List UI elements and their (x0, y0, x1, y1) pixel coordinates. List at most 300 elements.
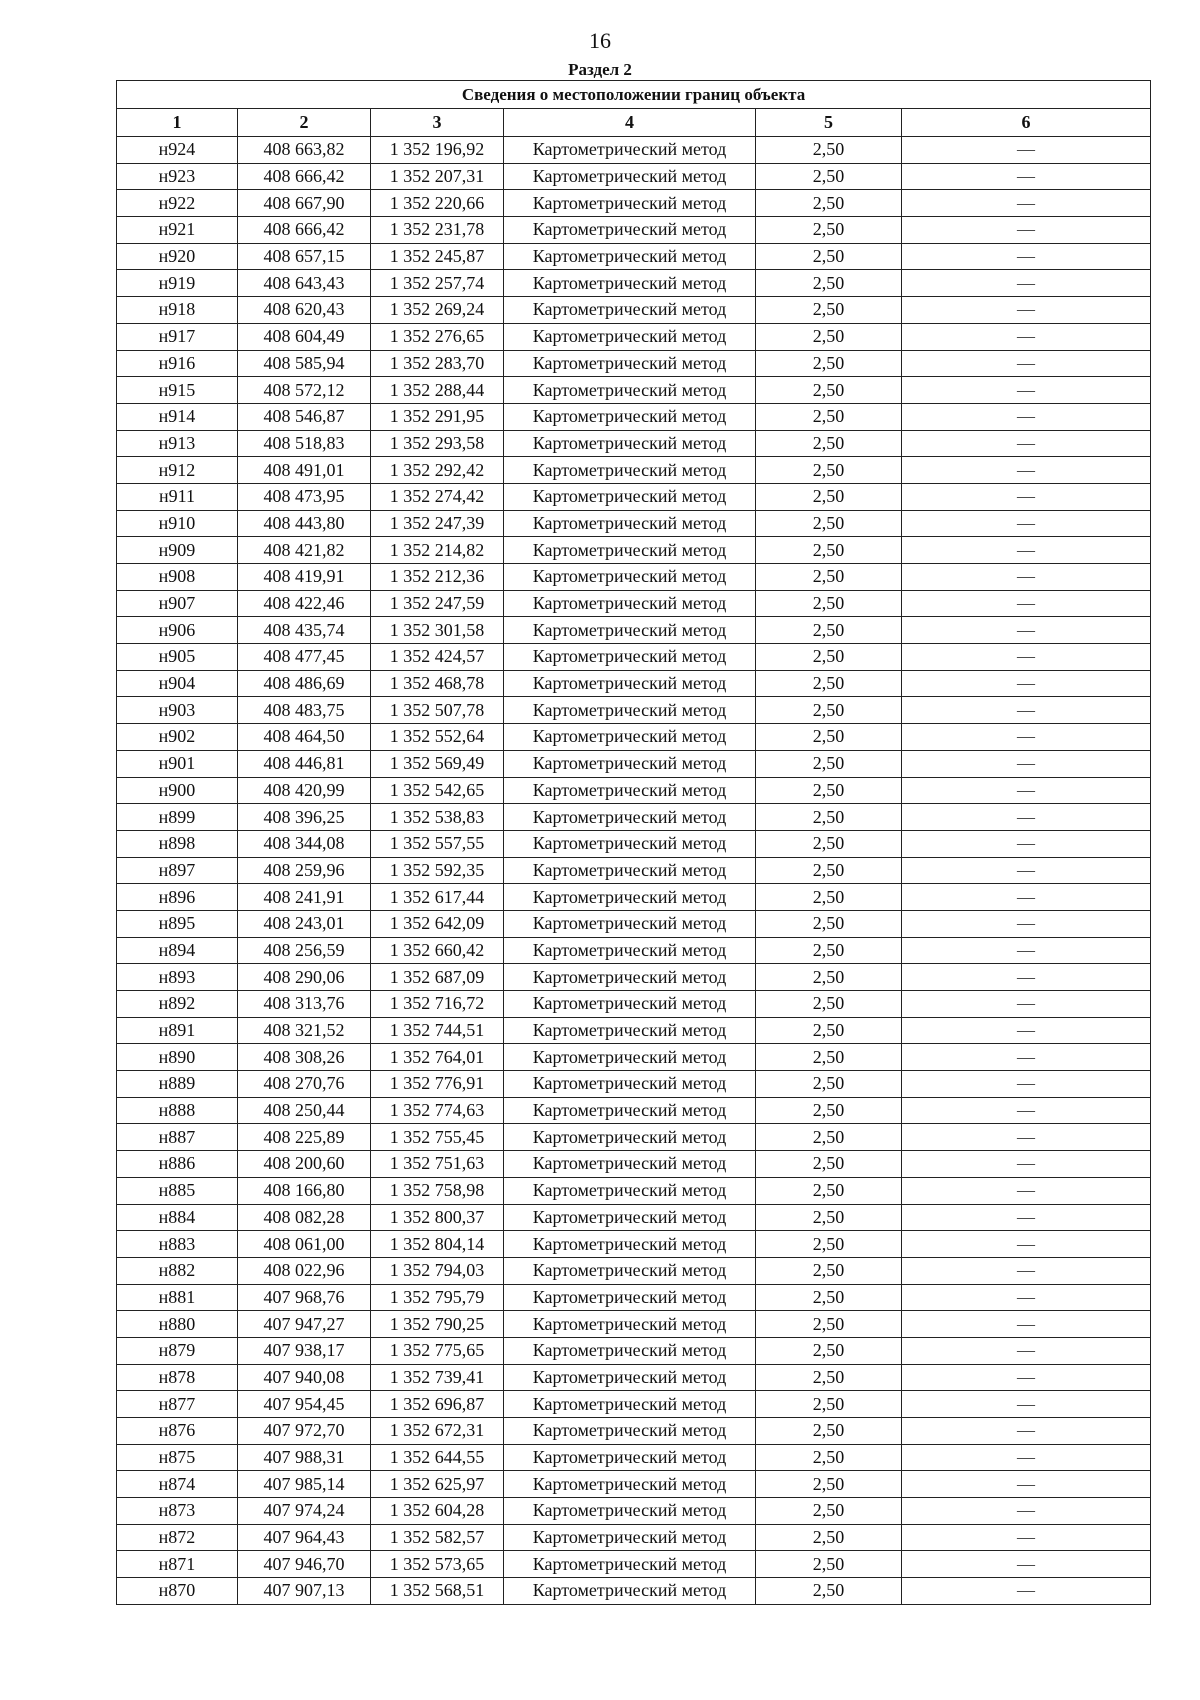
y-coordinate-cell: 1 352 604,28 (371, 1498, 504, 1525)
method-cell: Картометрический метод (504, 724, 756, 751)
accuracy-cell: 2,50 (756, 1177, 902, 1204)
y-coordinate-cell: 1 352 552,64 (371, 724, 504, 751)
method-cell: Картометрический метод (504, 297, 756, 324)
point-name-cell: н885 (117, 1177, 238, 1204)
description-cell: — (902, 483, 1151, 510)
x-coordinate-cell: 407 940,08 (238, 1364, 371, 1391)
accuracy-cell: 2,50 (756, 697, 902, 724)
x-coordinate-cell: 408 663,82 (238, 137, 371, 164)
description-cell: — (902, 1151, 1151, 1178)
y-coordinate-cell: 1 352 468,78 (371, 670, 504, 697)
point-name-cell: н870 (117, 1578, 238, 1605)
point-name-cell: н922 (117, 190, 238, 217)
table-row (117, 777, 1151, 804)
description-cell: — (902, 857, 1151, 884)
y-coordinate-cell: 1 352 557,55 (371, 830, 504, 857)
method-cell: Картометрический метод (504, 617, 756, 644)
x-coordinate-cell: 408 420,99 (238, 777, 371, 804)
table-row (117, 1498, 1151, 1525)
method-cell: Картометрический метод (504, 1391, 756, 1418)
accuracy-cell: 2,50 (756, 750, 902, 777)
y-coordinate-cell: 1 352 568,51 (371, 1578, 504, 1605)
table-row (117, 1017, 1151, 1044)
table-row (117, 1471, 1151, 1498)
point-name-cell: н875 (117, 1444, 238, 1471)
x-coordinate-cell: 408 313,76 (238, 991, 371, 1018)
x-coordinate-cell: 408 572,12 (238, 377, 371, 404)
table-row (117, 857, 1151, 884)
description-cell: — (902, 1231, 1151, 1258)
point-name-cell: н879 (117, 1337, 238, 1364)
table-row (117, 697, 1151, 724)
table-row (117, 750, 1151, 777)
point-name-cell: н881 (117, 1284, 238, 1311)
y-coordinate-cell: 1 352 507,78 (371, 697, 504, 724)
description-cell: — (902, 537, 1151, 564)
accuracy-cell: 2,50 (756, 457, 902, 484)
description-cell: — (902, 1578, 1151, 1605)
y-coordinate-cell: 1 352 625,97 (371, 1471, 504, 1498)
description-cell: — (902, 590, 1151, 617)
table-row (117, 163, 1151, 190)
y-coordinate-cell: 1 352 776,91 (371, 1071, 504, 1098)
table-row (117, 270, 1151, 297)
method-cell: Картометрический метод (504, 1097, 756, 1124)
method-cell: Картометрический метод (504, 350, 756, 377)
description-cell: — (902, 884, 1151, 911)
method-cell: Картометрический метод (504, 163, 756, 190)
accuracy-cell: 2,50 (756, 217, 902, 244)
y-coordinate-cell: 1 352 642,09 (371, 910, 504, 937)
method-cell: Картометрический метод (504, 910, 756, 937)
method-cell: Картометрический метод (504, 217, 756, 244)
method-cell: Картометрический метод (504, 564, 756, 591)
x-coordinate-cell: 407 972,70 (238, 1418, 371, 1445)
table-row (117, 937, 1151, 964)
table-row (117, 510, 1151, 537)
y-coordinate-cell: 1 352 804,14 (371, 1231, 504, 1258)
description-cell: — (902, 777, 1151, 804)
x-coordinate-cell: 408 477,45 (238, 644, 371, 671)
accuracy-cell: 2,50 (756, 1444, 902, 1471)
accuracy-cell: 2,50 (756, 1524, 902, 1551)
column-number-4: 4 (504, 109, 756, 137)
accuracy-cell: 2,50 (756, 1578, 902, 1605)
description-cell: — (902, 1391, 1151, 1418)
y-coordinate-cell: 1 352 739,41 (371, 1364, 504, 1391)
method-cell: Картометрический метод (504, 1177, 756, 1204)
method-cell: Картометрический метод (504, 991, 756, 1018)
table-row (117, 1444, 1151, 1471)
point-name-cell: н924 (117, 137, 238, 164)
table-row (117, 1391, 1151, 1418)
method-cell: Картометрический метод (504, 137, 756, 164)
x-coordinate-cell: 407 988,31 (238, 1444, 371, 1471)
column-number-row (117, 109, 1151, 137)
accuracy-cell: 2,50 (756, 1284, 902, 1311)
method-cell: Картометрический метод (504, 537, 756, 564)
method-cell: Картометрический метод (504, 1498, 756, 1525)
description-cell: — (902, 1071, 1151, 1098)
description-cell: — (902, 190, 1151, 217)
method-cell: Картометрический метод (504, 430, 756, 457)
description-cell: — (902, 430, 1151, 457)
table-row (117, 1124, 1151, 1151)
x-coordinate-cell: 408 604,49 (238, 323, 371, 350)
method-cell: Картометрический метод (504, 964, 756, 991)
x-coordinate-cell: 408 443,80 (238, 510, 371, 537)
section-heading: Раздел 2 (568, 60, 632, 79)
point-name-cell: н902 (117, 724, 238, 751)
point-name-cell: н923 (117, 163, 238, 190)
point-name-cell: н871 (117, 1551, 238, 1578)
accuracy-cell: 2,50 (756, 590, 902, 617)
description-cell: — (902, 350, 1151, 377)
accuracy-cell: 2,50 (756, 510, 902, 537)
point-name-cell: н921 (117, 217, 238, 244)
point-name-cell: н889 (117, 1071, 238, 1098)
description-cell: — (902, 564, 1151, 591)
y-coordinate-cell: 1 352 790,25 (371, 1311, 504, 1338)
point-name-cell: н878 (117, 1364, 238, 1391)
table-row (117, 1097, 1151, 1124)
point-name-cell: н880 (117, 1311, 238, 1338)
description-cell: — (902, 1471, 1151, 1498)
description-cell: — (902, 217, 1151, 244)
y-coordinate-cell: 1 352 283,70 (371, 350, 504, 377)
y-coordinate-cell: 1 352 644,55 (371, 1444, 504, 1471)
x-coordinate-cell: 408 259,96 (238, 857, 371, 884)
method-cell: Картометрический метод (504, 1337, 756, 1364)
description-cell: — (902, 1524, 1151, 1551)
table-row (117, 217, 1151, 244)
accuracy-cell: 2,50 (756, 884, 902, 911)
x-coordinate-cell: 408 435,74 (238, 617, 371, 644)
accuracy-cell: 2,50 (756, 991, 902, 1018)
x-coordinate-cell: 408 667,90 (238, 190, 371, 217)
y-coordinate-cell: 1 352 795,79 (371, 1284, 504, 1311)
table-row (117, 1524, 1151, 1551)
y-coordinate-cell: 1 352 716,72 (371, 991, 504, 1018)
point-name-cell: н886 (117, 1151, 238, 1178)
table-row (117, 1364, 1151, 1391)
description-cell: — (902, 910, 1151, 937)
x-coordinate-cell: 408 022,96 (238, 1257, 371, 1284)
point-name-cell: н901 (117, 750, 238, 777)
point-name-cell: н900 (117, 777, 238, 804)
table-row (117, 617, 1151, 644)
point-name-cell: н894 (117, 937, 238, 964)
y-coordinate-cell: 1 352 212,36 (371, 564, 504, 591)
description-cell: — (902, 1551, 1151, 1578)
description-cell: — (902, 1444, 1151, 1471)
x-coordinate-cell: 408 225,89 (238, 1124, 371, 1151)
accuracy-cell: 2,50 (756, 1017, 902, 1044)
method-cell: Картометрический метод (504, 1578, 756, 1605)
table-row (117, 483, 1151, 510)
accuracy-cell: 2,50 (756, 350, 902, 377)
point-name-cell: н906 (117, 617, 238, 644)
method-cell: Картометрический метод (504, 510, 756, 537)
x-coordinate-cell: 407 954,45 (238, 1391, 371, 1418)
accuracy-cell: 2,50 (756, 1097, 902, 1124)
description-cell: — (902, 697, 1151, 724)
accuracy-cell: 2,50 (756, 297, 902, 324)
point-name-cell: н874 (117, 1471, 238, 1498)
accuracy-cell: 2,50 (756, 537, 902, 564)
method-cell: Картометрический метод (504, 1471, 756, 1498)
description-cell: — (902, 1097, 1151, 1124)
column-number-2: 2 (238, 109, 371, 137)
accuracy-cell: 2,50 (756, 777, 902, 804)
description-cell: — (902, 830, 1151, 857)
method-cell: Картометрический метод (504, 670, 756, 697)
accuracy-cell: 2,50 (756, 1337, 902, 1364)
description-cell: — (902, 1364, 1151, 1391)
table-row (117, 243, 1151, 270)
x-coordinate-cell: 408 666,42 (238, 217, 371, 244)
y-coordinate-cell: 1 352 274,42 (371, 483, 504, 510)
description-cell: — (902, 644, 1151, 671)
y-coordinate-cell: 1 352 292,42 (371, 457, 504, 484)
x-coordinate-cell: 407 947,27 (238, 1311, 371, 1338)
accuracy-cell: 2,50 (756, 830, 902, 857)
method-cell: Картометрический метод (504, 804, 756, 831)
description-cell: — (902, 1498, 1151, 1525)
y-coordinate-cell: 1 352 672,31 (371, 1418, 504, 1445)
coordinates-table (116, 80, 1151, 1605)
accuracy-cell: 2,50 (756, 1471, 902, 1498)
method-cell: Картометрический метод (504, 830, 756, 857)
method-cell: Картометрический метод (504, 190, 756, 217)
accuracy-cell: 2,50 (756, 724, 902, 751)
table-row (117, 910, 1151, 937)
x-coordinate-cell: 408 657,15 (238, 243, 371, 270)
method-cell: Картометрический метод (504, 644, 756, 671)
method-cell: Картометрический метод (504, 750, 756, 777)
x-coordinate-cell: 407 985,14 (238, 1471, 371, 1498)
accuracy-cell: 2,50 (756, 270, 902, 297)
point-name-cell: н909 (117, 537, 238, 564)
table-row (117, 137, 1151, 164)
method-cell: Картометрический метод (504, 243, 756, 270)
table-row (117, 964, 1151, 991)
point-name-cell: н914 (117, 403, 238, 430)
column-number-6: 6 (902, 109, 1151, 137)
accuracy-cell: 2,50 (756, 243, 902, 270)
x-coordinate-cell: 408 464,50 (238, 724, 371, 751)
point-name-cell: н872 (117, 1524, 238, 1551)
table-row (117, 1071, 1151, 1098)
description-cell: — (902, 137, 1151, 164)
x-coordinate-cell: 408 241,91 (238, 884, 371, 911)
x-coordinate-cell: 408 321,52 (238, 1017, 371, 1044)
description-cell: — (902, 750, 1151, 777)
method-cell: Картометрический метод (504, 1204, 756, 1231)
x-coordinate-cell: 408 166,80 (238, 1177, 371, 1204)
method-cell: Картометрический метод (504, 1044, 756, 1071)
accuracy-cell: 2,50 (756, 564, 902, 591)
x-coordinate-cell: 408 421,82 (238, 537, 371, 564)
method-cell: Картометрический метод (504, 884, 756, 911)
method-cell: Картометрический метод (504, 937, 756, 964)
table-row (117, 1551, 1151, 1578)
method-cell: Картометрический метод (504, 403, 756, 430)
point-name-cell: н910 (117, 510, 238, 537)
point-name-cell: н888 (117, 1097, 238, 1124)
point-name-cell: н918 (117, 297, 238, 324)
point-name-cell: н891 (117, 1017, 238, 1044)
point-name-cell: н898 (117, 830, 238, 857)
point-name-cell: н877 (117, 1391, 238, 1418)
y-coordinate-cell: 1 352 293,58 (371, 430, 504, 457)
y-coordinate-cell: 1 352 231,78 (371, 217, 504, 244)
method-cell: Картометрический метод (504, 377, 756, 404)
method-cell: Картометрический метод (504, 323, 756, 350)
table-row (117, 1204, 1151, 1231)
method-cell: Картометрический метод (504, 1444, 756, 1471)
table-row (117, 1578, 1151, 1605)
accuracy-cell: 2,50 (756, 1498, 902, 1525)
y-coordinate-cell: 1 352 424,57 (371, 644, 504, 671)
table-row (117, 403, 1151, 430)
y-coordinate-cell: 1 352 288,44 (371, 377, 504, 404)
description-cell: — (902, 1337, 1151, 1364)
y-coordinate-cell: 1 352 214,82 (371, 537, 504, 564)
y-coordinate-cell: 1 352 276,65 (371, 323, 504, 350)
page-number: 16 (589, 28, 611, 53)
x-coordinate-cell: 408 486,69 (238, 670, 371, 697)
point-name-cell: н884 (117, 1204, 238, 1231)
x-coordinate-cell: 408 491,01 (238, 457, 371, 484)
point-name-cell: н892 (117, 991, 238, 1018)
point-name-cell: н899 (117, 804, 238, 831)
description-cell: — (902, 403, 1151, 430)
x-coordinate-cell: 408 200,60 (238, 1151, 371, 1178)
method-cell: Картометрический метод (504, 1124, 756, 1151)
accuracy-cell: 2,50 (756, 1364, 902, 1391)
y-coordinate-cell: 1 352 569,49 (371, 750, 504, 777)
accuracy-cell: 2,50 (756, 1151, 902, 1178)
y-coordinate-cell: 1 352 207,31 (371, 163, 504, 190)
table-title: Сведения о местоположении границ объекта (117, 81, 1151, 109)
method-cell: Картометрический метод (504, 1311, 756, 1338)
x-coordinate-cell: 408 290,06 (238, 964, 371, 991)
table-row (117, 1311, 1151, 1338)
table-row (117, 457, 1151, 484)
x-coordinate-cell: 407 938,17 (238, 1337, 371, 1364)
y-coordinate-cell: 1 352 755,45 (371, 1124, 504, 1151)
description-cell: — (902, 510, 1151, 537)
method-cell: Картометрический метод (504, 1071, 756, 1098)
column-number-1: 1 (117, 109, 238, 137)
accuracy-cell: 2,50 (756, 937, 902, 964)
table-row (117, 724, 1151, 751)
table-row (117, 350, 1151, 377)
table-row (117, 670, 1151, 697)
description-cell: — (902, 937, 1151, 964)
description-cell: — (902, 377, 1151, 404)
point-name-cell: н920 (117, 243, 238, 270)
point-name-cell: н917 (117, 323, 238, 350)
table-row (117, 991, 1151, 1018)
accuracy-cell: 2,50 (756, 804, 902, 831)
y-coordinate-cell: 1 352 301,58 (371, 617, 504, 644)
table-row (117, 804, 1151, 831)
table-row (117, 430, 1151, 457)
method-cell: Картометрический метод (504, 1257, 756, 1284)
accuracy-cell: 2,50 (756, 1551, 902, 1578)
x-coordinate-cell: 407 964,43 (238, 1524, 371, 1551)
accuracy-cell: 2,50 (756, 857, 902, 884)
column-number-3: 3 (371, 109, 504, 137)
method-cell: Картометрический метод (504, 457, 756, 484)
accuracy-cell: 2,50 (756, 1124, 902, 1151)
point-name-cell: н915 (117, 377, 238, 404)
method-cell: Картометрический метод (504, 590, 756, 617)
description-cell: — (902, 991, 1151, 1018)
x-coordinate-cell: 408 061,00 (238, 1231, 371, 1258)
description-cell: — (902, 1257, 1151, 1284)
method-cell: Картометрический метод (504, 1524, 756, 1551)
table-row (117, 830, 1151, 857)
y-coordinate-cell: 1 352 744,51 (371, 1017, 504, 1044)
accuracy-cell: 2,50 (756, 670, 902, 697)
accuracy-cell: 2,50 (756, 910, 902, 937)
point-name-cell: н887 (117, 1124, 238, 1151)
point-name-cell: н905 (117, 644, 238, 671)
x-coordinate-cell: 408 620,43 (238, 297, 371, 324)
x-coordinate-cell: 408 483,75 (238, 697, 371, 724)
table-row (117, 1044, 1151, 1071)
x-coordinate-cell: 408 396,25 (238, 804, 371, 831)
table-row (117, 1257, 1151, 1284)
y-coordinate-cell: 1 352 291,95 (371, 403, 504, 430)
method-cell: Картометрический метод (504, 483, 756, 510)
accuracy-cell: 2,50 (756, 163, 902, 190)
description-cell: — (902, 1418, 1151, 1445)
method-cell: Картометрический метод (504, 1418, 756, 1445)
table-row (117, 590, 1151, 617)
table-row (117, 377, 1151, 404)
y-coordinate-cell: 1 352 247,39 (371, 510, 504, 537)
table-row (117, 1151, 1151, 1178)
y-coordinate-cell: 1 352 687,09 (371, 964, 504, 991)
accuracy-cell: 2,50 (756, 1231, 902, 1258)
description-cell: — (902, 964, 1151, 991)
table-body (117, 137, 1151, 1605)
x-coordinate-cell: 408 518,83 (238, 430, 371, 457)
table-row (117, 1177, 1151, 1204)
description-cell: — (902, 724, 1151, 751)
table-row (117, 1231, 1151, 1258)
method-cell: Картометрический метод (504, 1284, 756, 1311)
description-cell: — (902, 617, 1151, 644)
method-cell: Картометрический метод (504, 1231, 756, 1258)
x-coordinate-cell: 408 666,42 (238, 163, 371, 190)
accuracy-cell: 2,50 (756, 483, 902, 510)
x-coordinate-cell: 408 250,44 (238, 1097, 371, 1124)
point-name-cell: н908 (117, 564, 238, 591)
x-coordinate-cell: 408 256,59 (238, 937, 371, 964)
method-cell: Картометрический метод (504, 1017, 756, 1044)
accuracy-cell: 2,50 (756, 644, 902, 671)
point-name-cell: н903 (117, 697, 238, 724)
x-coordinate-cell: 407 946,70 (238, 1551, 371, 1578)
y-coordinate-cell: 1 352 245,87 (371, 243, 504, 270)
accuracy-cell: 2,50 (756, 1418, 902, 1445)
table-row (117, 323, 1151, 350)
